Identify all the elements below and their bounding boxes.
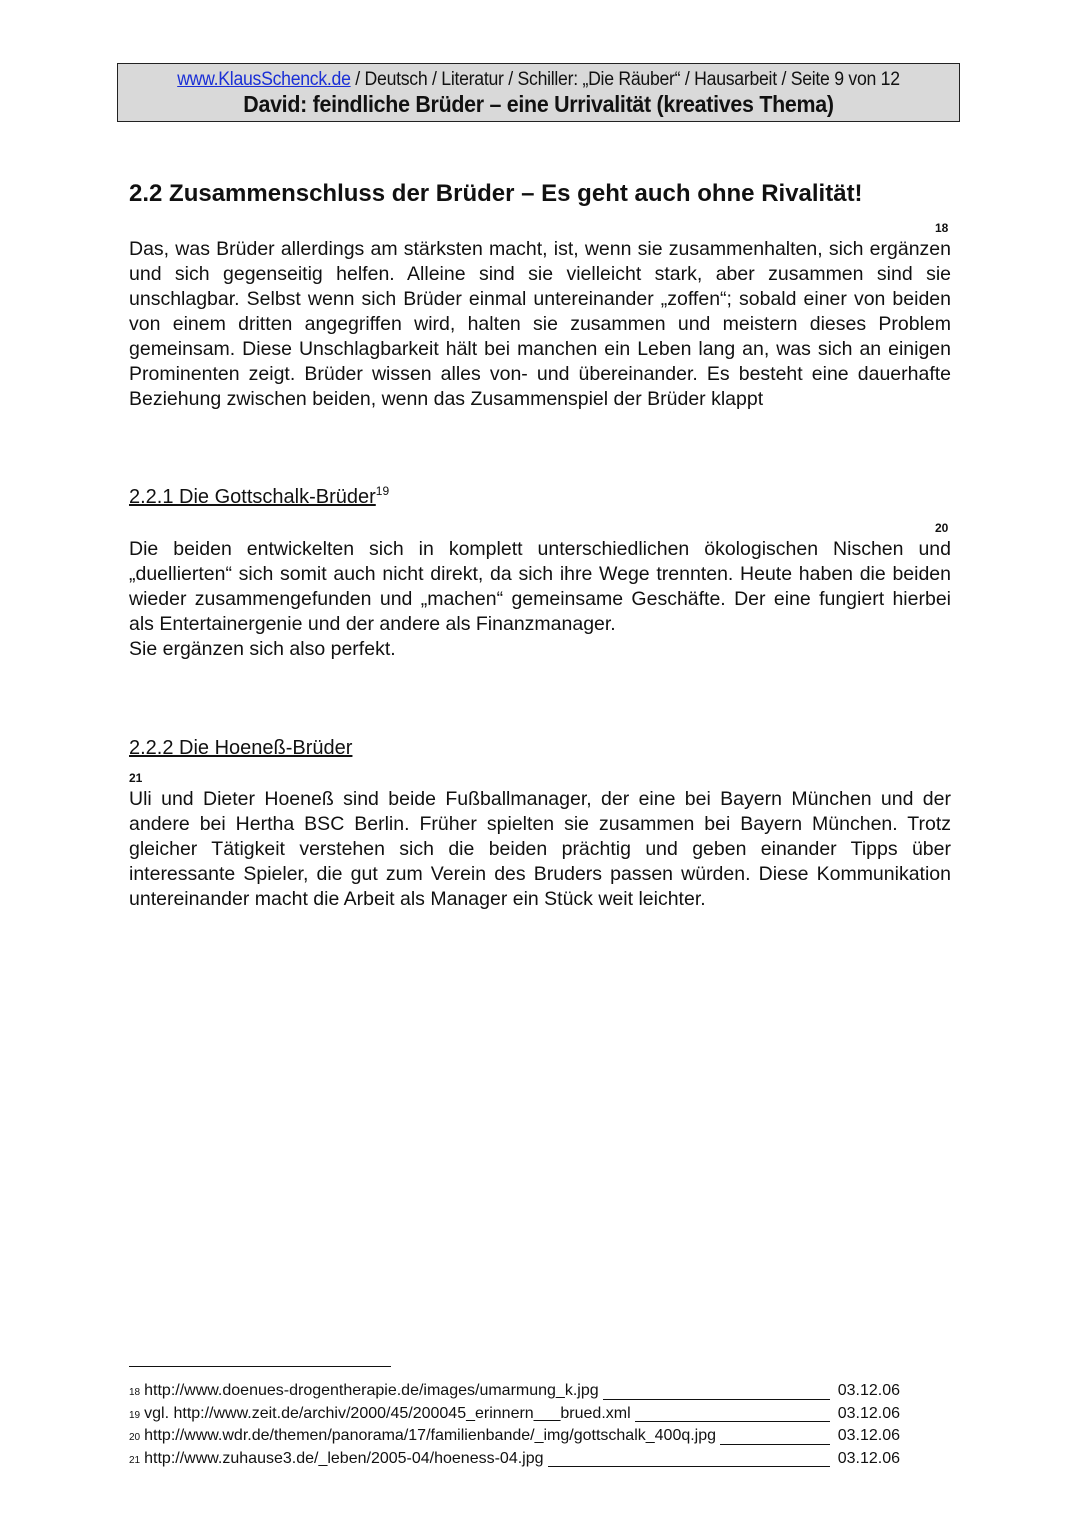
footnote-leader-line	[635, 1421, 830, 1422]
footnote-marker-20: 20	[935, 521, 949, 535]
section-2-2-1-body	[129, 537, 951, 662]
footnote-number: 21	[129, 1454, 141, 1466]
footnote-date: 03.12.06	[837, 1382, 900, 1399]
section-2-2-2-body	[129, 787, 951, 912]
header-subtitle: David: feindliche Brüder – eine Urrivalität (kreatives Thema)	[243, 91, 834, 117]
footnote-leader-line	[603, 1399, 830, 1400]
footnote-divider	[129, 1366, 391, 1367]
footnote-date: 03.12.06	[837, 1427, 900, 1444]
footnote-date: 03.12.06	[837, 1404, 900, 1422]
footnote-number: 20	[129, 1432, 141, 1443]
footnote-item	[129, 1404, 900, 1427]
heading-text: 2.2.1 Die Gottschalk-Brüder	[129, 486, 376, 508]
section-heading-2-2-1	[129, 486, 389, 509]
breadcrumb-text: / Deutsch / Literatur / Schiller: „Die Räuber“ / Hausarbeit / Seite 9 von 12	[350, 69, 900, 90]
footnote-ref-19: 19	[375, 484, 390, 498]
footnote-date: 03.12.06	[837, 1449, 900, 1467]
footnote-number: 19	[129, 1409, 141, 1421]
section-2-2-body	[129, 237, 951, 412]
paragraph: Uli und Dieter Hoeneß sind beide Fußballmanager, der eine bei Bayern München und der andere bei Hertha BSC Berlin. Früher spielten sie zusammen bei Bayern München. Trotz gleicher Tätigkeit verstehen sich die beiden prächtig und geben einander Tipps über interessante Spieler, die gut zum Verein des Bruders passen würden. Diese Kommunikation untereinander macht die Arbeit als Manager ein Stück weit leichter.	[129, 788, 951, 910]
footnote-marker-21: 21	[129, 771, 143, 785]
footnote-leader-line	[548, 1466, 830, 1467]
footnote-item	[129, 1426, 900, 1449]
footnote-url: vgl. http://www.zeit.de/archiv/2000/45/200045_erinnern___brued.xml	[144, 1404, 631, 1422]
section-heading-2-2: 2.2 Zusammenschluss der Brüder – Es geht auch ohne Rivalität!	[129, 180, 863, 207]
footnote-item	[129, 1449, 900, 1472]
header-breadcrumb	[147, 69, 929, 91]
paragraph: Die beiden entwickelten sich in komplett unterschiedlichen ökologischen Nischen und „duellierten“ sich somit auch nicht direkt, da sich ihre Wege trennten. Heute haben die beiden wieder zusammengefunden und „machen“ gemeinsame Geschäfte. Der eine fungiert hierbei als Entertainergenie und der andere als Finanzmanager.	[129, 538, 951, 635]
footnote-url: http://www.zuhause3.de/_leben/2005-04/hoeness-04.jpg	[144, 1449, 544, 1467]
paragraph: Sie ergänzen sich also perfekt.	[129, 638, 396, 660]
footnote-item	[129, 1381, 900, 1404]
page-header	[117, 63, 960, 122]
section-heading-2-2-2: 2.2.2 Die Hoeneß-Brüder	[129, 737, 353, 759]
site-link[interactable]: www.KlausSchenck.de	[177, 69, 351, 90]
footnote-url: http://www.wdr.de/themen/panorama/17/familienbande/_img/gottschalk_400q.jpg	[144, 1427, 717, 1444]
footnote-url: http://www.doenues-drogentherapie.de/images/umarmung_k.jpg	[144, 1382, 599, 1399]
footnote-number: 18	[129, 1387, 141, 1398]
paragraph: Das, was Brüder allerdings am stärksten macht, ist, wenn sie zusammenhalten, sich ergänzen und sich gegenseitig helfen. Alleine sind sie vielleicht stark, aber zusammen sind sie unschlagbar. Selbst wenn sich Brüder einmal untereinander „zoffen“; sobald einer von beiden von einem dritten angegriffen wird, halten sie zusammen und meistern dieses Problem gemeinsam. Diese Unschlagbarkeit hält bei manchen ein Leben lang an, was sich an einigen Prominenten zeigt. Brüder wissen alles von- und übereinander. Es besteht eine dauerhafte Beziehung zwischen beiden, wenn das Zusammenspiel der Brüder klappt	[129, 238, 951, 410]
footnote-marker-18: 18	[935, 221, 949, 235]
footnote-leader-line	[720, 1444, 830, 1445]
footnotes	[129, 1381, 900, 1471]
